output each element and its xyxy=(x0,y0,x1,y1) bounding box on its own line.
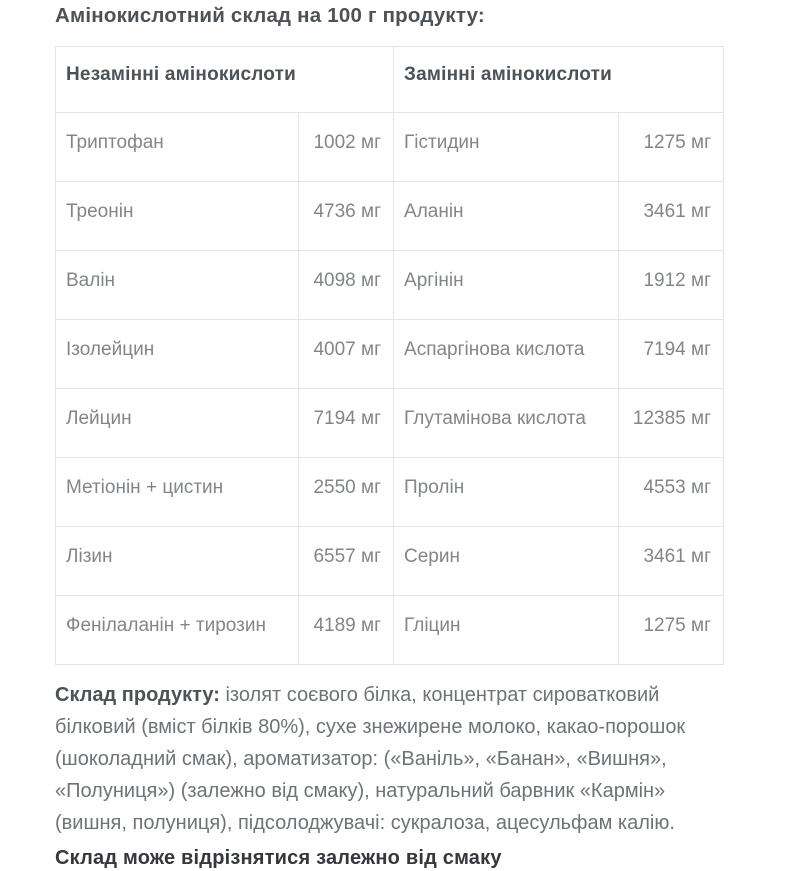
composition-line: білковий (вміст білків 80%), сухе знежирене молоко, какао-порошок xyxy=(55,716,686,738)
composition-line: (шоколадний смак), ароматизатор: («Ваніль», «Банан», «Вишня», xyxy=(55,748,667,770)
composition-line xyxy=(55,679,760,711)
amino-name-cell: Глутамінова кислота xyxy=(394,389,619,458)
composition-paragraph xyxy=(55,679,760,839)
amino-name-cell: Аргінін xyxy=(394,251,619,320)
amino-value-cell: 1275 мг xyxy=(619,596,724,665)
table-row xyxy=(56,596,724,665)
table-row xyxy=(56,113,724,182)
amino-value-cell: 1912 мг xyxy=(619,251,724,320)
amino-value-cell: 7194 мг xyxy=(619,320,724,389)
amino-value-cell: 12385 мг xyxy=(619,389,724,458)
amino-value-cell: 4007 мг xyxy=(299,320,394,389)
table-header-row xyxy=(56,47,724,113)
amino-name-cell: Аспаргінова кислота xyxy=(394,320,619,389)
composition-line-text: ізолят соєвого білка, концентрат сироватковий xyxy=(219,684,660,706)
amino-value-cell: 2550 мг xyxy=(299,458,394,527)
amino-value-cell: 4098 мг xyxy=(299,251,394,320)
amino-name-cell: Лейцин xyxy=(56,389,299,458)
table-row xyxy=(56,320,724,389)
amino-name-cell: Аланін xyxy=(394,182,619,251)
amino-name-cell: Фенілаланін + тирозин xyxy=(56,596,299,665)
amino-value-cell: 4189 мг xyxy=(299,596,394,665)
amino-value-cell: 3461 мг xyxy=(619,527,724,596)
amino-name-cell: Валін xyxy=(56,251,299,320)
amino-name-cell: Гліцин xyxy=(394,596,619,665)
amino-name-cell: Гістидин xyxy=(394,113,619,182)
composition-label: Склад продукту: xyxy=(55,684,220,706)
amino-value-cell: 4553 мг xyxy=(619,458,724,527)
amino-name-cell: Пролін xyxy=(394,458,619,527)
flavor-note: Склад може відрізнятися залежно від смаку xyxy=(55,847,502,869)
amino-value-cell: 4736 мг xyxy=(299,182,394,251)
amino-name-cell: Триптофан xyxy=(56,113,299,182)
table-row xyxy=(56,458,724,527)
table-row xyxy=(56,389,724,458)
amino-acid-table xyxy=(55,46,724,665)
amino-name-cell: Лізин xyxy=(56,527,299,596)
amino-value-cell: 3461 мг xyxy=(619,182,724,251)
table-row xyxy=(56,182,724,251)
page-title: Амінокислотний склад на 100 г продукту: xyxy=(55,4,485,27)
amino-name-cell: Треонін xyxy=(56,182,299,251)
amino-value-cell: 7194 мг xyxy=(299,389,394,458)
composition-line: (вишня, полуниця), підсолоджувачі: сукралоза, ацесульфам калію. xyxy=(55,812,675,834)
amino-value-cell: 1002 мг xyxy=(299,113,394,182)
amino-name-cell: Ізолейцин xyxy=(56,320,299,389)
table-row xyxy=(56,527,724,596)
amino-value-cell: 1275 мг xyxy=(619,113,724,182)
amino-name-cell: Метіонін + цистин xyxy=(56,458,299,527)
amino-name-cell: Серин xyxy=(394,527,619,596)
table-row xyxy=(56,251,724,320)
essential-amino-header: Незамінні амінокислоти xyxy=(56,47,394,113)
composition-line: «Полуниця») (залежно від смаку), натуральний барвник «Кармін» xyxy=(55,780,666,802)
amino-value-cell: 6557 мг xyxy=(299,527,394,596)
replaceable-amino-header: Замінні амінокислоти xyxy=(394,47,724,113)
